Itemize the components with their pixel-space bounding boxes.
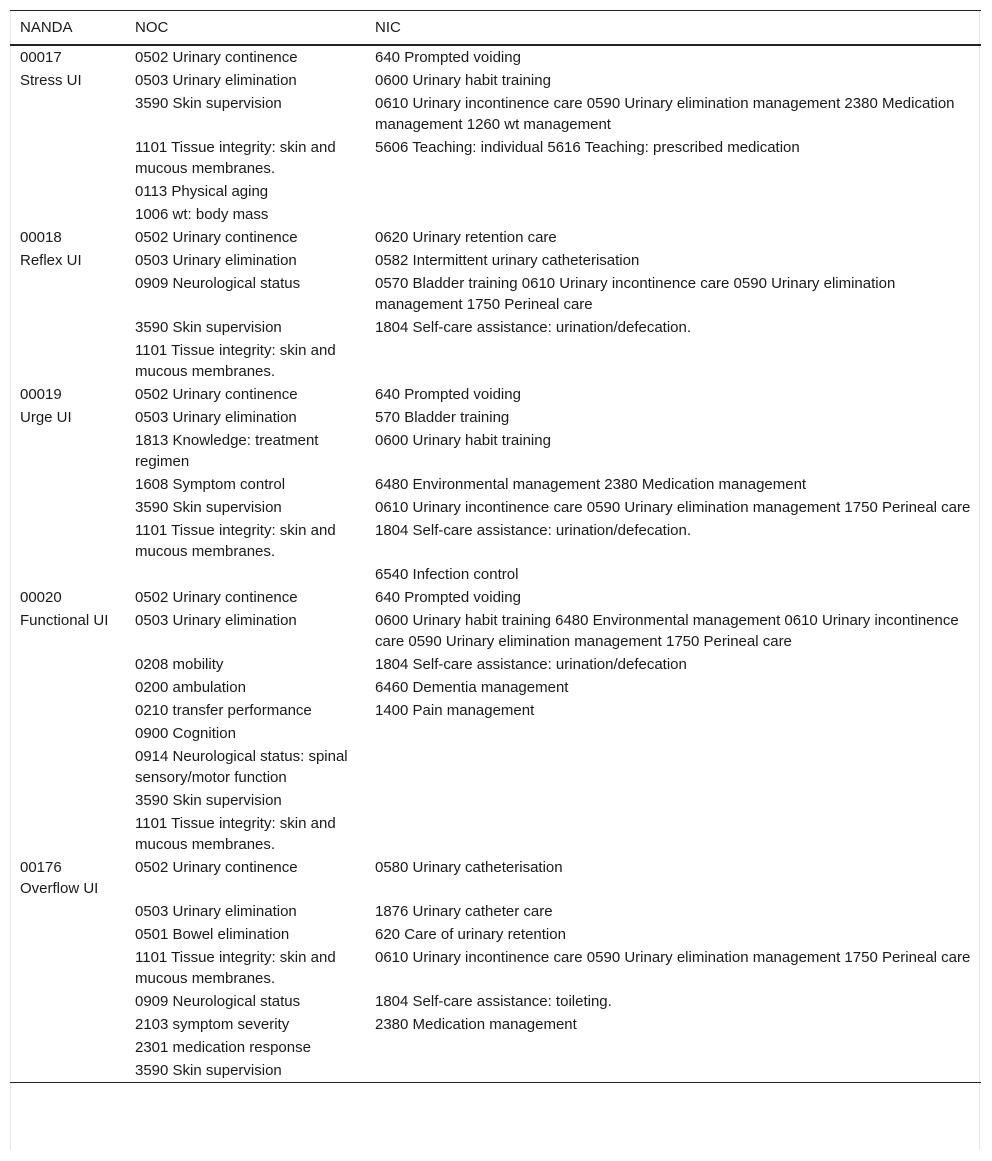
nic-cell: 570 Bladder training	[375, 409, 510, 426]
noc-cell: 2301 medication response	[135, 1039, 311, 1056]
table-row	[10, 1059, 981, 1083]
noc-cell: 0503 Urinary elimination	[135, 252, 297, 269]
nic-cell	[365, 1036, 981, 1059]
nanda-cell	[10, 519, 125, 563]
nanda-cell	[10, 136, 125, 180]
nanda-cell	[10, 563, 125, 586]
noc-cell: 0200 ambulation	[135, 679, 246, 696]
nanda-cell: 00176 Overflow UI	[20, 859, 99, 897]
noc-cell: 0502 Urinary continence	[135, 386, 298, 403]
noc-cell: 0502 Urinary continence	[135, 859, 298, 876]
nic-cell: 640 Prompted voiding	[375, 49, 521, 66]
table-row	[10, 699, 981, 722]
nanda-cell	[10, 722, 125, 745]
noc-cell: 1101 Tissue integrity: skin and mucous membranes.	[135, 815, 336, 853]
table-row	[10, 226, 981, 249]
table-row	[10, 653, 981, 676]
nanda-cell	[10, 180, 125, 203]
noc-cell: 0503 Urinary elimination	[135, 72, 297, 89]
nic-cell	[365, 745, 981, 789]
noc-cell: 0503 Urinary elimination	[135, 903, 297, 920]
table-row	[10, 586, 981, 609]
table-row	[10, 900, 981, 923]
nanda-cell	[10, 203, 125, 226]
nic-cell	[365, 812, 981, 856]
table-row	[10, 923, 981, 946]
table-header-row	[10, 11, 981, 46]
nic-cell	[365, 1059, 981, 1083]
noc-cell: 0210 transfer performance	[135, 702, 312, 719]
noc-cell: 1006 wt: body mass	[135, 206, 269, 223]
nanda-cell	[10, 789, 125, 812]
nanda-cell	[10, 745, 125, 789]
nanda-cell	[10, 339, 125, 383]
nanda-cell	[10, 699, 125, 722]
table-row	[10, 856, 981, 900]
table-row	[10, 563, 981, 586]
nanda-cell: 00017	[20, 49, 62, 66]
nanda-cell	[10, 1013, 125, 1036]
table-row	[10, 676, 981, 699]
table-row	[10, 1013, 981, 1036]
table-row	[10, 609, 981, 653]
table-row	[10, 429, 981, 473]
nic-cell: 0570 Bladder training 0610 Urinary incontinence care 0590 Urinary elimination management 1750 Perineal care	[375, 275, 896, 313]
noc-cell: 0501 Bowel elimination	[135, 926, 290, 943]
noc-cell: 1813 Knowledge: treatment regimen	[135, 432, 319, 470]
noc-cell: 3590 Skin supervision	[135, 95, 282, 112]
table-row	[10, 316, 981, 339]
noc-cell: 0502 Urinary continence	[135, 49, 298, 66]
table-row	[10, 496, 981, 519]
noc-cell: 0900 Cognition	[135, 725, 236, 742]
noc-cell: 0909 Neurological status	[135, 275, 301, 292]
nanda-cell	[10, 653, 125, 676]
noc-cell: 3590 Skin supervision	[135, 792, 282, 809]
nic-cell: 0610 Urinary incontinence care 0590 Urinary elimination management 1750 Perineal care	[375, 949, 971, 966]
nanda-cell	[10, 316, 125, 339]
noc-cell: 0502 Urinary continence	[135, 229, 298, 246]
nic-cell: 6460 Dementia management	[375, 679, 569, 696]
nic-cell: 620 Care of urinary retention	[375, 926, 566, 943]
nic-cell	[365, 203, 981, 226]
nanda-cell: 00018	[20, 229, 62, 246]
table-row	[10, 722, 981, 745]
table-row	[10, 383, 981, 406]
table-body	[10, 45, 981, 1083]
noc-cell: 0909 Neurological status	[135, 993, 301, 1010]
nic-cell: 1804 Self-care assistance: urination/defecation.	[375, 522, 692, 539]
table-row	[10, 180, 981, 203]
table-row	[10, 745, 981, 789]
nanda-cell	[10, 812, 125, 856]
nic-cell: 0580 Urinary catheterisation	[375, 859, 563, 876]
noc-cell: 0914 Neurological status: spinal sensory/motor function	[135, 748, 348, 786]
table-row	[10, 990, 981, 1013]
nic-cell: 1400 Pain management	[375, 702, 535, 719]
nic-cell	[365, 180, 981, 203]
nanda-cell: 00019	[20, 386, 62, 403]
nic-cell: 0582 Intermittent urinary catheterisation	[375, 252, 640, 269]
nic-cell: 5606 Teaching: individual 5616 Teaching: prescribed medication	[375, 139, 800, 156]
noc-cell: 1101 Tissue integrity: skin and mucous membranes.	[135, 949, 336, 987]
nanda-cell	[10, 272, 125, 316]
table-row	[10, 249, 981, 272]
table-row	[10, 272, 981, 316]
column-header-noc: NOC	[125, 11, 365, 46]
nanda-cell	[10, 923, 125, 946]
nanda-cell: Urge UI	[20, 409, 72, 426]
nic-cell: 1876 Urinary catheter care	[375, 903, 553, 920]
noc-cell: 0503 Urinary elimination	[135, 612, 297, 629]
nanda-cell	[10, 473, 125, 496]
nic-cell	[365, 339, 981, 383]
nic-cell: 0620 Urinary retention care	[375, 229, 557, 246]
nanda-noc-nic-table	[10, 10, 981, 1083]
table-row	[10, 136, 981, 180]
nic-cell: 1804 Self-care assistance: toileting.	[375, 993, 612, 1010]
noc-cell: 3590 Skin supervision	[135, 499, 282, 516]
nic-cell: 1804 Self-care assistance: urination/defecation	[375, 656, 687, 673]
nic-cell: 0600 Urinary habit training	[375, 432, 551, 449]
nanda-cell	[10, 1036, 125, 1059]
nic-cell: 6540 Infection control	[375, 566, 519, 583]
nic-cell	[365, 722, 981, 745]
table-row	[10, 946, 981, 990]
nic-cell: 0600 Urinary habit training	[375, 72, 551, 89]
noc-cell	[125, 563, 365, 586]
table-row	[10, 45, 981, 69]
nic-cell: 0610 Urinary incontinence care 0590 Urinary elimination management 2380 Medication management 1260 wt management	[375, 95, 955, 133]
nanda-cell: 00020	[20, 589, 62, 606]
nic-cell: 0600 Urinary habit training 6480 Environmental management 0610 Urinary incontinence care 0590 Urinary elimination management 1750 Perineal care	[375, 612, 959, 650]
noc-cell: 2103 symptom severity	[135, 1016, 290, 1033]
nic-cell: 640 Prompted voiding	[375, 589, 521, 606]
table-row	[10, 789, 981, 812]
table-row	[10, 69, 981, 92]
column-header-nanda: NANDA	[10, 11, 125, 46]
nanda-cell: Stress UI	[20, 72, 82, 89]
table-row	[10, 406, 981, 429]
table-row	[10, 339, 981, 383]
noc-cell: 1101 Tissue integrity: skin and mucous membranes.	[135, 342, 336, 380]
column-header-nic: NIC	[365, 11, 981, 46]
nanda-cell	[10, 946, 125, 990]
noc-cell: 3590 Skin supervision	[135, 1062, 282, 1079]
nanda-cell	[10, 92, 125, 136]
nanda-cell	[10, 1059, 125, 1083]
nanda-cell: Reflex UI	[20, 252, 82, 269]
nanda-cell	[10, 496, 125, 519]
noc-cell: 3590 Skin supervision	[135, 319, 282, 336]
table-row	[10, 92, 981, 136]
table-row	[10, 519, 981, 563]
nic-cell: 0610 Urinary incontinence care 0590 Urinary elimination management 1750 Perineal care	[375, 499, 971, 516]
nanda-cell	[10, 990, 125, 1013]
table-row	[10, 203, 981, 226]
table-row	[10, 473, 981, 496]
nic-cell: 6480 Environmental management 2380 Medication management	[375, 476, 807, 493]
table-row	[10, 812, 981, 856]
noc-cell: 1101 Tissue integrity: skin and mucous membranes.	[135, 139, 336, 177]
noc-cell: 0208 mobility	[135, 656, 224, 673]
table-row	[10, 1036, 981, 1059]
nic-cell: 1804 Self-care assistance: urination/defecation.	[375, 319, 692, 336]
nic-cell: 640 Prompted voiding	[375, 386, 521, 403]
noc-cell: 0113 Physical aging	[135, 183, 269, 200]
noc-cell: 1608 Symptom control	[135, 476, 286, 493]
nic-cell: 2380 Medication management	[375, 1016, 577, 1033]
noc-cell: 0503 Urinary elimination	[135, 409, 297, 426]
noc-cell: 0502 Urinary continence	[135, 589, 298, 606]
noc-cell: 1101 Tissue integrity: skin and mucous membranes.	[135, 522, 336, 560]
nanda-cell	[10, 429, 125, 473]
nanda-cell	[10, 900, 125, 923]
nanda-cell	[10, 676, 125, 699]
nic-cell	[365, 789, 981, 812]
nanda-cell: Functional UI	[20, 612, 109, 629]
